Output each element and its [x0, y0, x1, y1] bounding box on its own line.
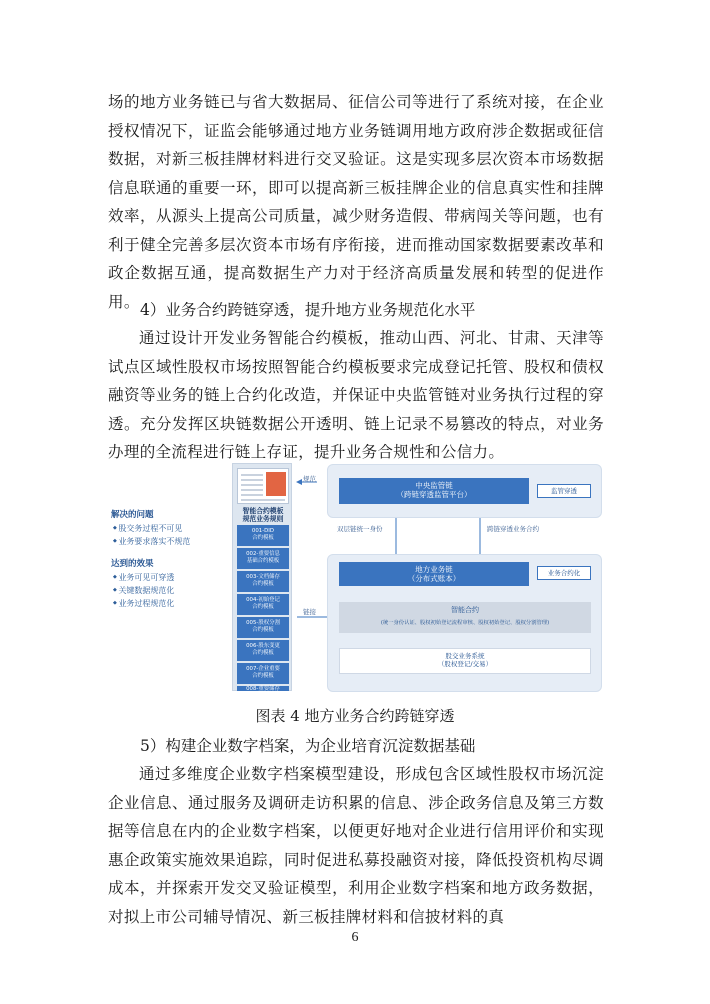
tag-contract: 业务合约化 — [537, 566, 591, 580]
exchange-system-box — [339, 648, 591, 674]
solved-item: ◆ 股交务过程不可见 — [113, 523, 221, 534]
exchange-system-label: 股交业务系统 （股权登记/交易） — [437, 652, 493, 668]
figure-caption: 图表 4 地方业务合约跨链穿透 — [255, 707, 455, 725]
contract-module: 002-重要信息 基础合约模板 — [237, 548, 289, 569]
heading-5: 5）构建企业数字档案，为企业培育沉淀数据基础 — [140, 737, 476, 755]
label-norm: 规范 — [303, 475, 316, 483]
smart-contract-box — [339, 602, 591, 633]
contract-module: 007-企业重要 合约模板 — [237, 663, 289, 684]
contract-module: 005-股权分割 合约模板 — [237, 617, 289, 638]
column-title: 智能合约模板 规范业务规则 — [242, 507, 284, 523]
page-number: 6 — [351, 930, 359, 945]
smart-contract-title: 智能合约 — [451, 606, 479, 614]
label-contract-penetrate: 跨链穿透业务合约 — [487, 525, 539, 533]
contract-module: 001-DID 合约模板 — [237, 525, 289, 546]
paragraph-business-contract: 通过设计开发业务智能合约模板，推动山西、河北、甘肃、天津等试点区域性股权市场按照智能合约模板要求完成登记托管、股权和债权融资等业务的链上合约化改造，并保证中央监管链对业务执行过程的穿透。充分发挥区块链数据公开透明、链上记录不易篡改的特点，对业务办理的全流程进行链上存证，提升业务合规性和公信力。 — [108, 329, 604, 461]
document-icon — [237, 468, 289, 504]
central-chain-box: 中央监管链 （跨链穿透监管平台） — [339, 478, 529, 504]
effect-item: ◆ 关键数据规范化 — [113, 585, 221, 596]
label-link: 链接 — [303, 608, 316, 616]
effect-item: ◆ 业务过程规范化 — [113, 598, 221, 609]
label-identity: 双层链统一身份 — [337, 525, 383, 533]
figure-cross-chain-diagram — [107, 462, 604, 699]
smart-contract-sub: (统一身份认证、股权初始登记流程审核、股权初始登记、股权分割管理) — [380, 620, 550, 626]
solved-title: 解决的问题 — [111, 510, 154, 520]
contract-module: 003-文档储存 合约模板 — [237, 571, 289, 592]
paragraph-digital-archive: 通过多维度企业数字档案模型建设，形成包含区域性股权市场沉淀企业信息、通过服务及调研走访积累的信息、涉企政务信息及第三方数据等信息在内的企业数字档案，以便更好地对企业进行信用评价和实现惠企政策实施效果追踪，同时促进私募投融资对接，降低投资机构尽调成本，并探索开发交叉验证模型，利用企业数字档案和地方政务数据，对拟上市公司辅导情况、新三板挂牌材料和信披材料的真 — [108, 765, 604, 926]
tag-supervise: 监管穿透 — [537, 484, 591, 498]
contract-module: 004-初始登记 合约模板 — [237, 594, 289, 615]
paragraph-continued: 场的地方业务链已与省大数据局、征信公司等进行了系统对接，在企业授权情况下，证监会能够通过地方业务链调用地方政府涉企数据或征信数据，对新三板挂牌材料进行交叉验证。这是实现多层次资本市场数据信息联通的重要一环，即可以提高新三板挂牌企业的信息真实性和挂牌效率，从源头上提高公司质量，减少财务造假、带病闯关等问题，也有利于健全完善多层次资本市场有序衔接，进而推动国家数据要素改革和政企数据互通，提高数据生产力对于经济高质量发展和转型的促进作用。 — [108, 93, 604, 311]
local-chain-box: 地方业务链 （分布式账本） — [339, 562, 529, 586]
side-info — [111, 506, 221, 611]
effect-title: 达到的效果 — [111, 559, 154, 569]
solved-item: ◆ 业务要求落实不规范 — [113, 536, 221, 547]
template-column — [232, 463, 292, 699]
effect-item: ◆ 业务可见可穿透 — [113, 572, 221, 583]
heading-4: 4）业务合约跨链穿透，提升地方业务规范化水平 — [140, 301, 476, 319]
contract-module: 008-重要储存 合约模板 — [237, 686, 289, 691]
contract-module: 006-股东变更 合约模板 — [237, 640, 289, 661]
